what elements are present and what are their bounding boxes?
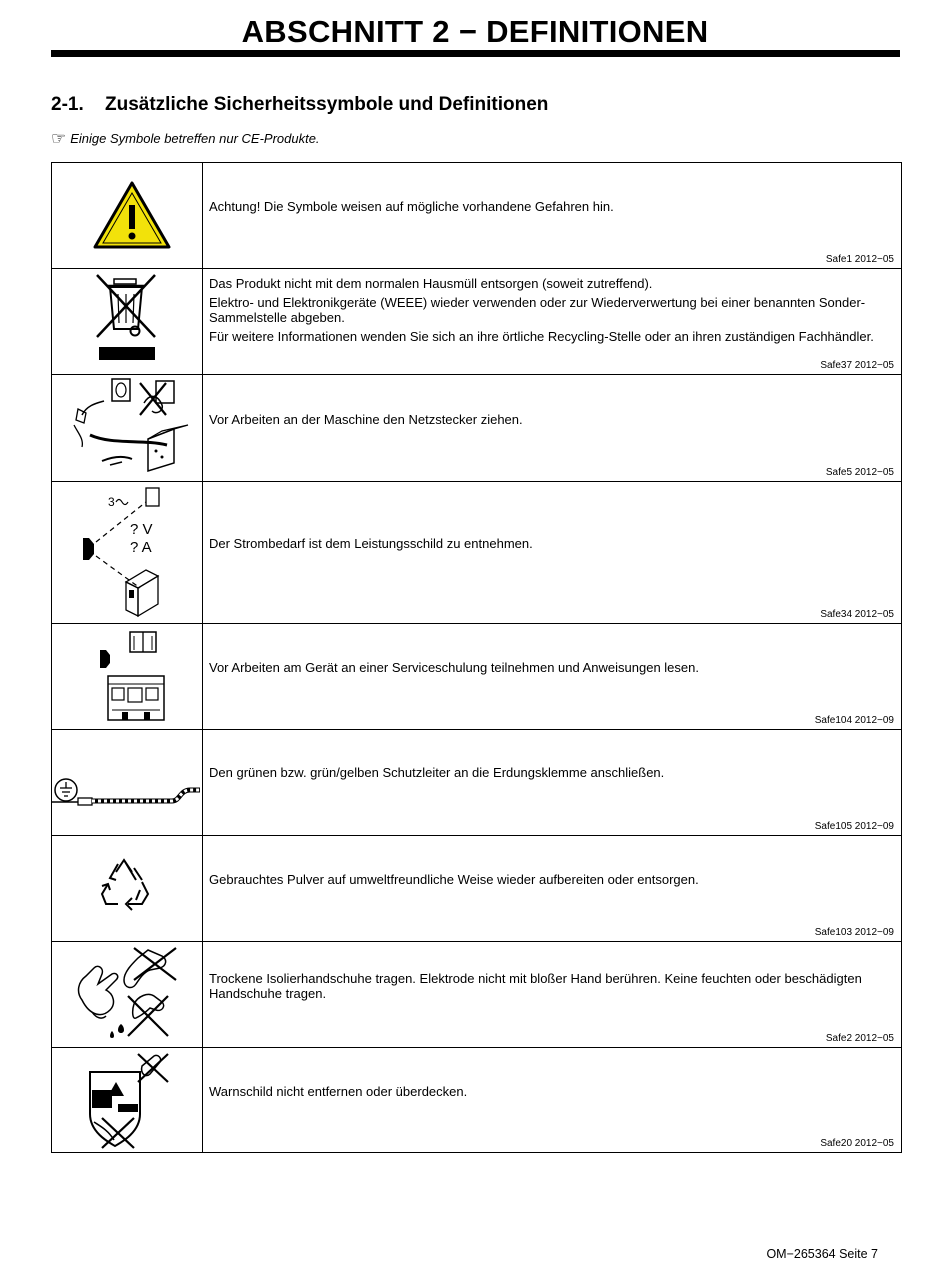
service-training-manual-icon [52, 624, 202, 727]
definition-code: Safe20 2012−05 [820, 1138, 894, 1149]
definition-cell [203, 730, 902, 836]
insulating-gloves-icon [52, 942, 202, 1045]
definition-cell [203, 624, 902, 730]
definition-text: Das Produkt nicht mit dem normalen Hausmüll entsorgen (soweit zutreffend). [209, 276, 653, 291]
table-row [52, 375, 902, 482]
definition-code: Safe37 2012−05 [820, 360, 894, 371]
definition-text: Vor Arbeiten am Gerät an einer Serviceschulung teilnehmen und Anweisungen lesen. [209, 660, 699, 675]
definition-code: Safe34 2012−05 [820, 609, 894, 620]
symbol-cell [52, 375, 203, 482]
definition-text: Der Strombedarf ist dem Leistungsschild zu entnehmen. [209, 536, 533, 551]
page-title: ABSCHNITT 2 − DEFINITIONEN [241, 14, 709, 49]
symbol-cell [52, 730, 203, 836]
definition-text: Für weitere Informationen wenden Sie sich an ihre örtliche Recycling-Stelle oder an ihren zuständigen Fachhändler. [209, 329, 874, 344]
definition-text: Achtung! Die Symbole weisen auf mögliche vorhandene Gefahren hin. [209, 199, 614, 214]
definition-text: Elektro- und Elektronikgeräte (WEEE) wieder verwenden oder zur Wiederverwertung bei einer benannten Sonder-Sammelstelle abgeben. [209, 295, 866, 325]
symbol-cell [52, 942, 203, 1048]
definition-cell [203, 482, 902, 624]
volt-label: ? V [130, 521, 153, 538]
table-row [52, 624, 902, 730]
definition-code: Safe1 2012−05 [825, 254, 894, 265]
definition-code: Safe103 2012−09 [814, 927, 894, 938]
title-rule [51, 50, 900, 57]
symbol-cell [52, 624, 203, 730]
definition-cell [203, 163, 902, 269]
definitions-table [51, 162, 902, 1153]
symbol-cell [52, 1048, 203, 1153]
phase-label: 3 [108, 495, 115, 509]
section-number: 2-1. [51, 94, 84, 115]
definition-cell [203, 1048, 902, 1153]
table-row [52, 730, 902, 836]
weee-crossed-bin-icon [52, 269, 202, 372]
symbol-cell [52, 836, 203, 942]
definition-cell [203, 836, 902, 942]
definition-text: Warnschild nicht entfernen oder überdecken. [209, 1083, 468, 1099]
definition-text: Den grünen bzw. grün/gelben Schutzleiter an die Erdungsklemme anschließen. [209, 765, 665, 780]
ground-conductor-icon [52, 730, 202, 833]
unplug-power-icon [52, 375, 202, 479]
symbol-cell [52, 482, 203, 624]
definition-code: Safe105 2012−09 [814, 821, 894, 832]
note-text: Einige Symbole betreffen nur CE-Produkte. [70, 131, 320, 146]
definition-text: Trockene Isolierhandschuhe tragen. Elektrode nicht mit bloßer Hand berühren. Keine feuchten oder beschädigten Handschuhe tragen. [209, 970, 862, 1001]
amp-label: ? A [130, 539, 152, 556]
symbol-cell [52, 163, 203, 269]
section-title: Zusätzliche Sicherheitssymbole und Definitionen [105, 94, 549, 115]
definition-text: Gebrauchtes Pulver auf umweltfreundliche Weise wieder aufbereiten oder entsorgen. [209, 872, 699, 887]
table-row [52, 1048, 902, 1153]
do-not-remove-label-icon [52, 1048, 202, 1150]
definition-code: Safe2 2012−05 [825, 1033, 894, 1044]
definition-code: Safe104 2012−09 [814, 715, 894, 726]
table-row [52, 942, 902, 1048]
section-heading [51, 94, 548, 116]
page-footer: OM−265364 Seite 7 [766, 1247, 878, 1261]
definition-cell [203, 375, 902, 482]
definition-text: Vor Arbeiten an der Maschine den Netzstecker ziehen. [209, 411, 523, 427]
pointing-hand-icon: ☞ [51, 129, 67, 148]
power-rating-plate-icon [52, 482, 202, 621]
table-row [52, 163, 902, 269]
table-row [52, 836, 902, 942]
definition-code: Safe5 2012−05 [825, 467, 894, 478]
table-row [52, 482, 902, 624]
definition-cell [203, 269, 902, 375]
recycle-icon [52, 836, 202, 939]
symbol-cell [52, 269, 203, 375]
note [51, 130, 320, 147]
table-row [52, 269, 902, 375]
definition-cell [203, 942, 902, 1048]
warning-triangle-icon [52, 163, 202, 266]
